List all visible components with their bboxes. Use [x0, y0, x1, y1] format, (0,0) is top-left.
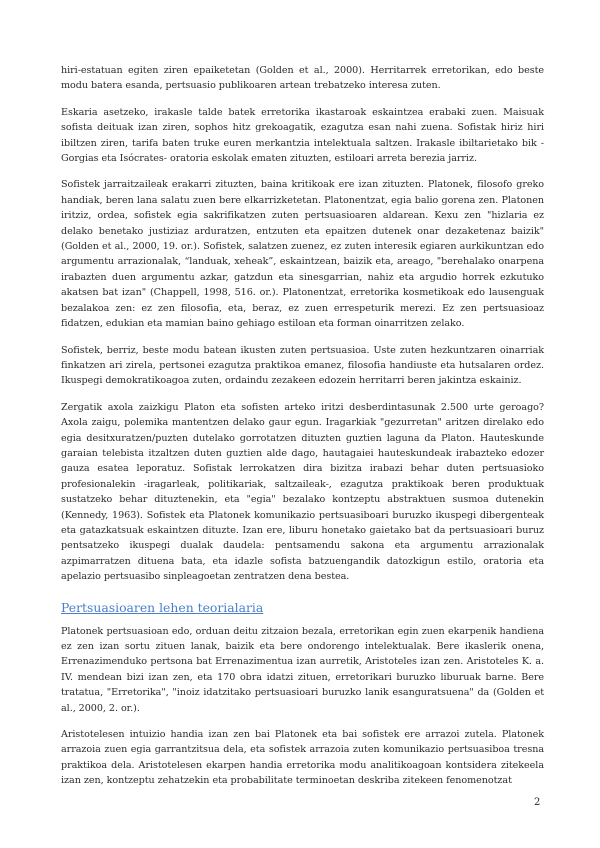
paragraph-7: Aristotelesen intuizio handia izan zen bai Platonek eta bai sofistek ere arrazoi zutela. Platonek arrazoia zuen egia garrantzitsua dela, eta sofistek arrazoia zuten komunikazio pertsuasiboa tresna praktikoa dela. Aristotelesen ekarpen handia erretorika modu analitikoagoan kontsidera zitekeela izan zen, kontzeptu zehatzekin eta probabilitate terminoetan deskriba zitekeen fenomenotzat: [61, 729, 544, 787]
section-heading: Pertsuasioaren lehen teorialaria: [61, 599, 264, 615]
paragraph-4: Sofistek, berriz, beste modu batean ikusten zuten pertsuasioa. Uste zuten hezkuntzaren oinarriak finkatzen ari zirela, pertsonei ezagutza praktikoa emanez, filosofia handiuste eta hutsalaren ordez. Ikuspegi demokratikoagoa zuten, ordaindu zezakeen edozein herritarri beren jakintza eskainiz.: [61, 344, 544, 387]
page-number: 2: [534, 797, 541, 808]
paragraph-2: Eskaria asetzeko, irakasle talde batek erretorika ikastaroak eskaintzea erabaki zuen. Maisuak sofista deituak izan ziren, sophos hitz grekoagatik, ezagutza esan nahi zuena. Sofistak hiriz hiri ibiltzen ziren, tarifa baten truke euren merkantzia intelektuala saltzen. Irakasle ibiltarietako bik -Gorgias eta Isócrates- oratoria eskolak ematen zituzten, estiloari arreta berezia jarriz.: [61, 106, 544, 165]
paragraph-1: hiri-estatuan egiten ziren epaiketetan (Golden et al., 2000). Herritarrek erretorikan, edo beste modu batera esanda, pertsuasio publikoaren artean trebatzeko interesa zuten.: [61, 65, 544, 92]
paragraph-6: Platonek pertsuasioan edo, orduan deitu zitzaion bezala, erretorikan egin zuen ekarpenik handiena ez zen izan sortu zituen lanak, baizik eta bere ondorengo intelektualak. Bere ikaslerik onena, Errenazimenduko pertsona bat Errenazimentua izan aurretik, Aristoteles izan zen. Aristoteles K. a. IV. mendean bizi izan zen, eta 170 obra idatzi zituen, erretorikari buruzko liburuak barne. Bere tratatua, "Erretorika", "inoiz idatzitako pertsuasioari buruzko lanik esanguratsuena" da (Golden et al., 2000, 2. or.).: [61, 625, 544, 714]
document-page: [61, 63, 544, 800]
paragraph-5: Zergatik axola zaizkigu Platon eta sofisten arteko iritzi desberdintasunak 2.500 urte geroago? Axola zaigu, polemika mantentzen delako gaur egun. Iragarkiak "gezurretan" aritzen direlako edo egia desitxuratzen/puzten dutelako gorrotatzen dituzten guztien laguna da Platon. Hauteskunde garaian telebista itzaltzen duten guztien alde dago, hautagaiei hauteskundeak irabazteko edozer gauza esatea leporatuz. Sofistak lerrokatzen dira bizitza irabazi behar duten pertsuasioko profesionalekin -iragarleak, politikariak, saltzaileak-, ezagutza praktikoak beren produktuak sustatzeko behar dituztenekin, eta "egia" bezalako kontzeptu abstraktuen susmoa dutenekin (Kennedy, 1963). Sofistek eta Platonek komunikazio pertsuasiboari buruzko ikuspegi dibergenteak eta gatazkatsuak eskaintzen dituzte. Izan ere, liburu honetako gaietako bat da pertsuasioari buruz pentsatzeko ikuspegi dualak daudela: pentsamendu sakona eta argumentu arrazionalak azpimarratzen dituena bata, eta idazle sofista batzuengandik datozkigun estilo, oratoria eta apelazio pertsuasibo sinpleagoetan zentratzen dena bestea.: [61, 401, 544, 583]
paragraph-3: Sofistek jarraitzaileak erakarri zituzten, baina kritikoak ere izan zituzten. Platonek, filosofo greko handiak, beren lana salatu zuen bere elkarrizketetan. Platonentzat, egia balio gorena zen. Platonen iritziz, ordea, sofistek egia sakrifikatzen zuten pertsuasioaren aldarean. Kexu zen "hizlaria ez delako benetako justiziaz arduratzen, entzuten eta epaitzen dutenek onar dezaketenaz baizik" (Golden et al., 2000, 19. or.). Sofistek, salatzen zuenez, ez zuten interesik egiaren aurkikuntzan edo argumentu arrazionalak, “landuak, xeheak”, eskaintzean, baizik eta, areago, "berehalako onarpena irabazten duen argumentu azkar, gatzdun eta sinesgarrian, nahiz eta argudio horrek ezkutuko akatsen bat izan" (Chappell, 1998, 516. or.). Platonentzat, erretorika kosmetikoak edo lausenguak bezalakoa zen: ez zen filosofia, eta, beraz, ez zuen errespeturik merezi. Ez zen pertsuasioaz fidatzen, edukian eta mamian baino gehiago estiloan eta forman oinarritzen zelako.: [61, 179, 544, 330]
